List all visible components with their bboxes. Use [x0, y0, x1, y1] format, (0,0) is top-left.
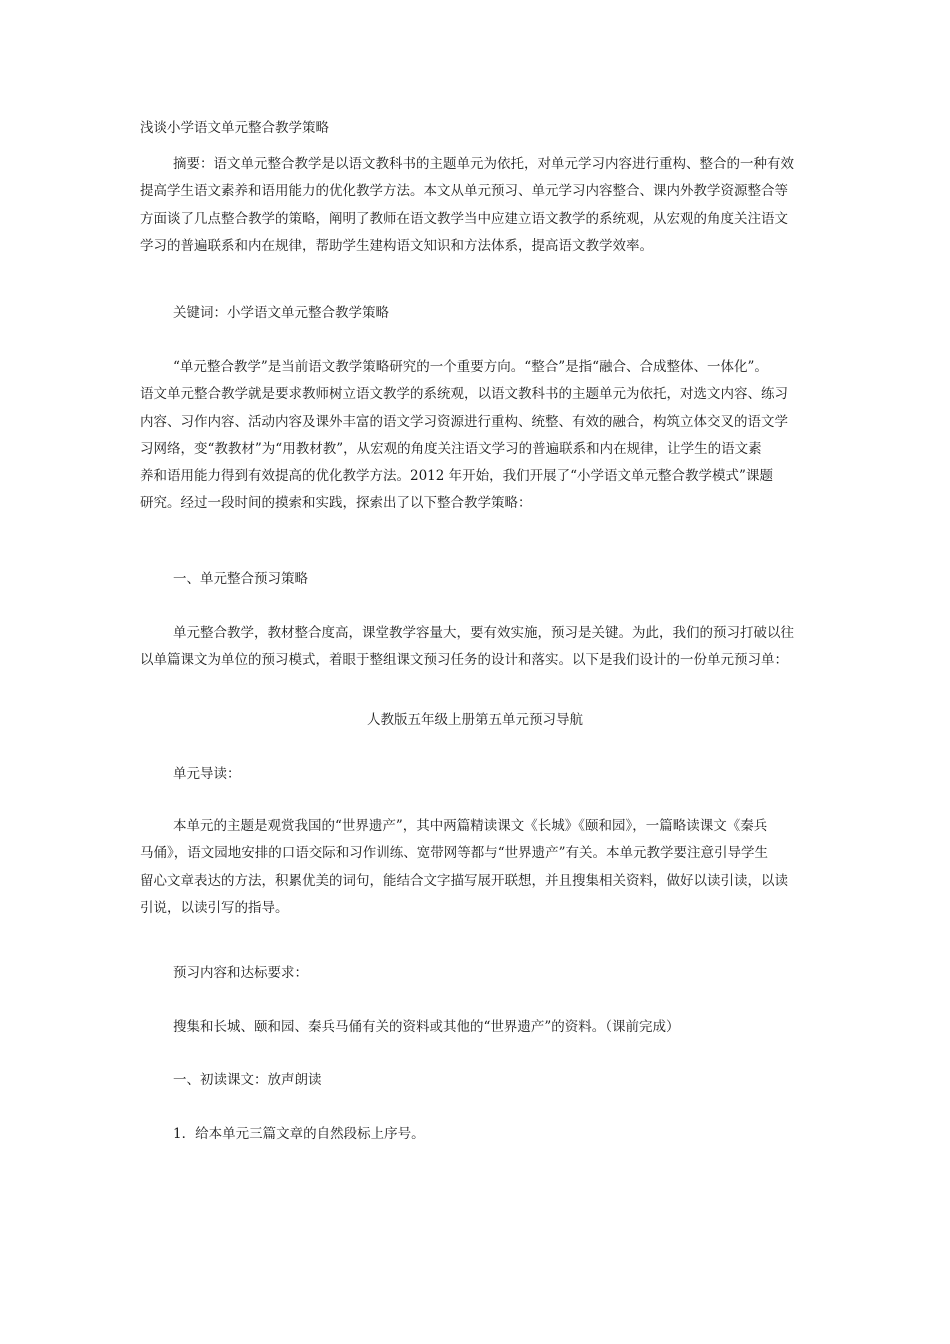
unit-intro-line: 马俑》，语文园地安排的口语交际和习作训练、宽带网等都与“世界遗产”有关。本单元教学要注意引导学生: [140, 845, 769, 862]
preview-label: 预习内容和达标要求：: [173, 965, 308, 981]
intro-line: 语文单元整合教学就是要求教师树立语文教学的系统观，以语文教科书的主题单元为依托，对选文内容、练习: [140, 386, 788, 403]
intro-line: “单元整合教学”是当前语文教学策略研究的一个重要方向。“整合”是指“融合、合成整体、一体化”。: [173, 359, 768, 375]
unit-intro-label: 单元导读：: [173, 766, 241, 782]
intro-line: 习网络，变“教教材”为“用教材教”，从宏观的角度关注语文学习的普遍联系和内在规律，让学生的语文素: [140, 440, 762, 457]
abstract-line: 方面谈了几点整合教学的策略，阐明了教师在语文教学当中应建立语文教学的系统观，从宏观的角度关注语文: [140, 210, 788, 227]
intro-paragraph: [140, 354, 810, 518]
section1-paragraph: [140, 620, 810, 675]
intro-line: 养和语用能力得到有效提高的优化教学方法。2012 年开始，我们开展了“小学语文单元整合教学模式”课题: [140, 468, 773, 485]
section1-line: 单元整合教学，教材整合度高，课堂教学容量大，要有效实施，预习是关键。为此，我们的预习打破以往: [173, 625, 794, 641]
guide-title: 人教版五年级上册第五单元预习导航: [367, 712, 583, 728]
abstract-line: 学习的普遍联系和内在规律，帮助学生建构语文知识和方法体系，提高语文教学效率。: [140, 237, 653, 254]
preview-task: 搜集和长城、颐和园、秦兵马俑有关的资料或其他的“世界遗产”的资料。（课前完成）: [173, 1019, 680, 1035]
abstract-line: 摘要：语文单元整合教学是以语文教科书的主题单元为依托，对单元学习内容进行重构、整合的一种有效: [173, 156, 794, 172]
section1-heading: 一、单元整合预习策略: [173, 571, 308, 587]
unit-intro-paragraph: [140, 813, 810, 922]
keywords: 关键词：小学语文单元整合教学策略: [173, 305, 389, 321]
intro-line: 研究。经过一段时间的摸索和实践，探索出了以下整合教学策略：: [140, 495, 532, 512]
abstract-line: 提高学生语文素养和语用能力的优化教学方法。本文从单元预习、单元学习内容整合、课内外教学资源整合等: [140, 183, 788, 200]
intro-line: 内容、习作内容、活动内容及课外丰富的语文学习资源进行重构、统整、有效的融合，构筑立体交叉的语文学: [140, 413, 788, 430]
reading-heading: 一、初读课文：放声朗读: [173, 1072, 322, 1088]
unit-intro-line: 留心文章表达的方法，积累优美的词句，能结合文字描写展开联想，并且搜集相关资料，做好以读引读，以读: [140, 872, 788, 889]
list-item-1: 1．给本单元三篇文章的自然段标上序号。: [173, 1126, 425, 1142]
unit-intro-line: 本单元的主题是观赏我国的“世界遗产”，其中两篇精读课文《长城》《颐和园》，一篇略读课文《秦兵: [173, 818, 768, 834]
unit-intro-line: 引说，以读引写的指导。: [140, 899, 289, 916]
abstract-paragraph: [140, 151, 810, 260]
document-title: 浅谈小学语文单元整合教学策略: [140, 120, 329, 136]
section1-line: 以单篇课文为单位的预习模式，着眼于整组课文预习任务的设计和落实。以下是我们设计的一份单元预习单：: [140, 652, 788, 669]
